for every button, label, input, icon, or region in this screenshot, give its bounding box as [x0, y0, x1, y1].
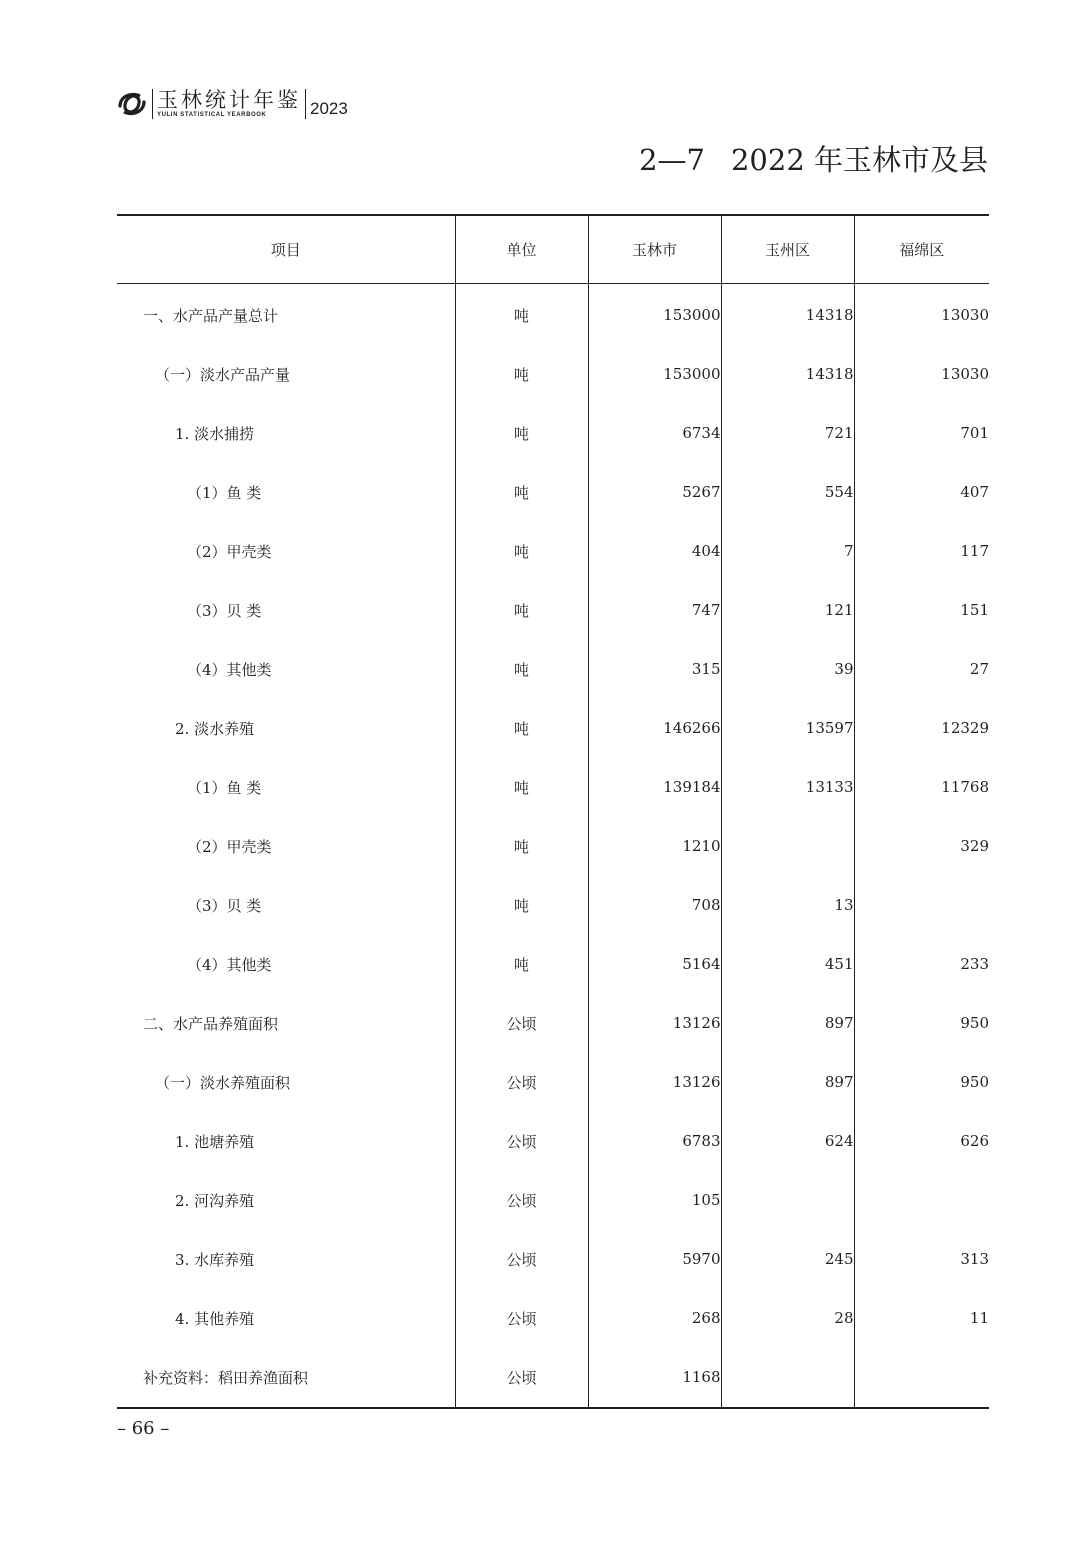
row-value-yuzhou	[721, 817, 854, 876]
table-row	[117, 404, 989, 463]
row-value-fumian: 13030	[854, 345, 989, 404]
row-value-yulin: 6734	[588, 404, 721, 463]
logo-divider-2	[305, 89, 306, 119]
table-row	[117, 640, 989, 699]
table-row	[117, 581, 989, 640]
table-row	[117, 1112, 989, 1171]
row-item-label: （4）其他类	[187, 955, 272, 974]
row-item-label: （1）鱼 类	[187, 483, 262, 502]
row-value-yulin: 153000	[588, 345, 721, 404]
row-item-label: 1. 淡水捕捞	[175, 424, 255, 443]
logo-text	[157, 89, 301, 119]
row-unit: 吨	[455, 699, 588, 758]
table-header-row	[117, 215, 989, 283]
row-item-label: 1. 池塘养殖	[175, 1132, 255, 1151]
yearbook-year: 2023	[310, 99, 348, 118]
row-value-fumian	[854, 1171, 989, 1230]
row-value-yulin: 747	[588, 581, 721, 640]
row-unit: 公顷	[455, 1230, 588, 1289]
row-unit: 吨	[455, 581, 588, 640]
yearbook-logo-icon	[116, 88, 148, 120]
page-number: – 66 –	[117, 1418, 170, 1439]
row-value-yulin: 146266	[588, 699, 721, 758]
row-value-yuzhou: 245	[721, 1230, 854, 1289]
row-value-yuzhou: 897	[721, 994, 854, 1053]
row-value-fumian: 27	[854, 640, 989, 699]
row-item-label: （4）其他类	[187, 660, 272, 679]
row-value-yuzhou	[721, 1348, 854, 1408]
row-value-yuzhou: 897	[721, 1053, 854, 1112]
row-value-yuzhou: 13133	[721, 758, 854, 817]
row-value-yuzhou: 451	[721, 935, 854, 994]
row-value-yulin: 1168	[588, 1348, 721, 1408]
row-value-yuzhou: 7	[721, 522, 854, 581]
table-row	[117, 876, 989, 935]
table-row	[117, 522, 989, 581]
page-title	[639, 138, 988, 179]
row-value-yuzhou: 14318	[721, 345, 854, 404]
table-row	[117, 1348, 989, 1408]
row-unit: 吨	[455, 758, 588, 817]
row-value-yuzhou: 624	[721, 1112, 854, 1171]
header-item: 项目	[117, 215, 455, 283]
row-value-yulin: 5267	[588, 463, 721, 522]
row-value-yuzhou: 28	[721, 1289, 854, 1348]
row-item-label: 4. 其他养殖	[175, 1309, 255, 1328]
table-row	[117, 283, 989, 345]
logo-divider	[152, 89, 153, 119]
yearbook-title-en: YULIN STATISTICAL YEARBOOK	[157, 112, 267, 118]
table-body	[117, 283, 989, 1408]
row-value-yulin: 13126	[588, 1053, 721, 1112]
row-item-label: 3. 水库养殖	[175, 1250, 255, 1269]
row-value-yulin: 268	[588, 1289, 721, 1348]
row-item-label: 一、水产品产量总计	[143, 306, 279, 325]
row-value-yulin: 105	[588, 1171, 721, 1230]
table-row	[117, 1171, 989, 1230]
row-unit: 吨	[455, 935, 588, 994]
row-item-label: （一）淡水养殖面积	[155, 1073, 291, 1092]
row-unit: 吨	[455, 283, 588, 345]
row-unit: 吨	[455, 640, 588, 699]
row-unit: 公顷	[455, 994, 588, 1053]
table-row	[117, 935, 989, 994]
row-unit: 公顷	[455, 1171, 588, 1230]
row-unit: 吨	[455, 817, 588, 876]
row-value-yulin: 708	[588, 876, 721, 935]
table-row	[117, 463, 989, 522]
row-unit: 吨	[455, 876, 588, 935]
table-title: 2022 年玉林市及县	[730, 143, 988, 177]
row-value-yuzhou: 13597	[721, 699, 854, 758]
row-value-fumian: 626	[854, 1112, 989, 1171]
row-unit: 吨	[455, 463, 588, 522]
row-item-label: 补充资料：稻田养渔面积	[117, 1348, 455, 1408]
row-value-fumian: 329	[854, 817, 989, 876]
row-value-yulin: 6783	[588, 1112, 721, 1171]
row-unit: 吨	[455, 522, 588, 581]
row-value-fumian: 950	[854, 1053, 989, 1112]
row-value-fumian: 233	[854, 935, 989, 994]
row-item-label: （3）贝 类	[187, 896, 262, 915]
row-value-yulin: 1210	[588, 817, 721, 876]
row-item-label: 2. 淡水养殖	[175, 719, 255, 738]
row-value-fumian: 407	[854, 463, 989, 522]
header-yuzhou: 玉州区	[721, 215, 854, 283]
row-value-fumian	[854, 1348, 989, 1408]
row-value-yuzhou: 39	[721, 640, 854, 699]
table-row	[117, 1289, 989, 1348]
table-row	[117, 699, 989, 758]
yearbook-header	[116, 86, 348, 122]
row-item-label: （2）甲壳类	[187, 542, 272, 561]
table-number: 2—7	[639, 143, 705, 177]
yearbook-title: 玉林统计年鉴	[157, 88, 301, 112]
row-item-label: （一）淡水产品产量	[155, 365, 291, 384]
row-unit: 公顷	[455, 1053, 588, 1112]
row-value-yuzhou: 121	[721, 581, 854, 640]
table-row	[117, 817, 989, 876]
table-row	[117, 345, 989, 404]
row-value-fumian: 701	[854, 404, 989, 463]
row-value-yulin: 5164	[588, 935, 721, 994]
table-row	[117, 994, 989, 1053]
row-value-yulin: 13126	[588, 994, 721, 1053]
row-value-fumian: 151	[854, 581, 989, 640]
row-value-yuzhou: 14318	[721, 283, 854, 345]
row-unit: 公顷	[455, 1348, 588, 1408]
row-value-fumian: 117	[854, 522, 989, 581]
row-value-fumian: 13030	[854, 283, 989, 345]
row-value-yulin: 315	[588, 640, 721, 699]
row-item-label: 二、水产品养殖面积	[143, 1014, 279, 1033]
table-row	[117, 758, 989, 817]
row-value-fumian: 313	[854, 1230, 989, 1289]
row-value-yuzhou: 554	[721, 463, 854, 522]
row-value-yuzhou: 721	[721, 404, 854, 463]
row-value-yuzhou: 13	[721, 876, 854, 935]
statistics-table	[117, 214, 989, 1409]
row-item-label: 2. 河沟养殖	[175, 1191, 255, 1210]
header-unit: 单位	[455, 215, 588, 283]
row-value-fumian: 950	[854, 994, 989, 1053]
row-item-label: （2）甲壳类	[187, 837, 272, 856]
row-value-yulin: 5970	[588, 1230, 721, 1289]
row-value-yulin: 153000	[588, 283, 721, 345]
row-value-fumian	[854, 876, 989, 935]
row-unit: 公顷	[455, 1289, 588, 1348]
row-value-fumian: 12329	[854, 699, 989, 758]
row-value-fumian: 11	[854, 1289, 989, 1348]
table-row	[117, 1053, 989, 1112]
row-unit: 吨	[455, 404, 588, 463]
row-unit: 吨	[455, 345, 588, 404]
row-unit: 公顷	[455, 1112, 588, 1171]
header-fumian: 福绵区	[854, 215, 989, 283]
row-item-label: （3）贝 类	[187, 601, 262, 620]
row-item-label: （1）鱼 类	[187, 778, 262, 797]
table-row	[117, 1230, 989, 1289]
row-value-fumian: 11768	[854, 758, 989, 817]
row-value-yulin: 404	[588, 522, 721, 581]
row-value-yulin: 139184	[588, 758, 721, 817]
header-yulin: 玉林市	[588, 215, 721, 283]
row-value-yuzhou	[721, 1171, 854, 1230]
